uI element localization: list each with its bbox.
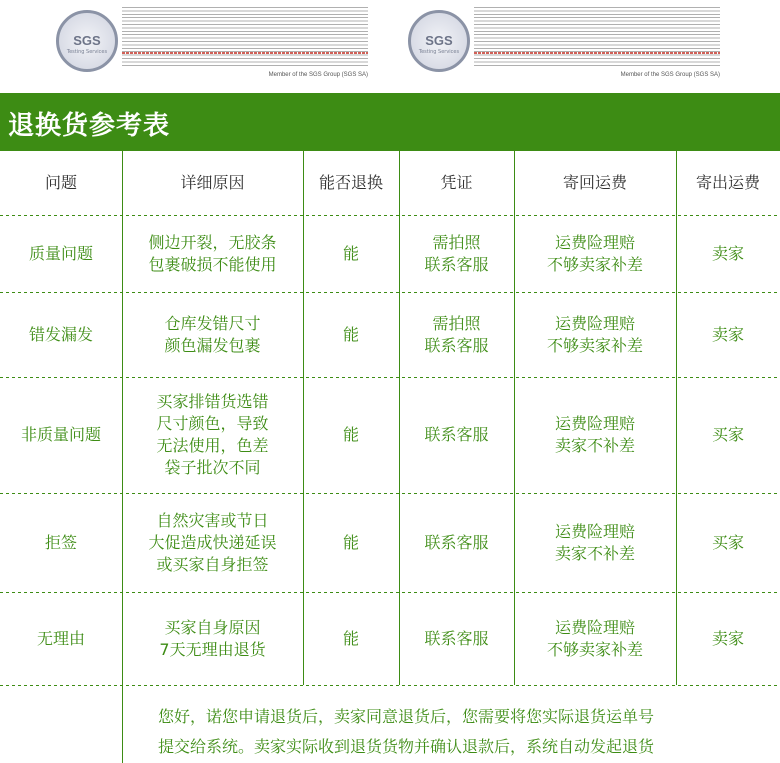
sgs-seal-subtext: Testing Services [418,49,460,55]
grid-vline [122,686,123,763]
grid-vline [122,151,123,685]
return-shipping-cell: 运费险理赔 不够卖家补差 [546,617,643,659]
return-shipping-cell: 运费险理赔 不够卖家补差 [546,232,643,274]
header-returnable: 能否退换 [318,173,383,192]
reason-cell: 自然灾害或节日 大促造成快递延误 或买家自身拒签 [148,510,277,574]
page-title: 退换货参考表 [8,111,171,141]
grid-vline [399,151,400,685]
returnable-cell: 能 [342,532,359,552]
returnable-cell: 能 [342,324,359,344]
table-row [0,292,780,377]
header-reason: 详细原因 [180,173,245,192]
table-row [0,215,780,292]
sgs-certificate-left [50,6,368,84]
grid-vline [303,151,304,685]
returnable-cell: 能 [342,243,359,263]
title-bar [0,93,780,151]
grid-hline [0,592,780,593]
grid-vline [676,151,677,685]
proof-cell: 联系客服 [424,425,489,444]
proof-cell: 需拍照 联系客服 [424,232,489,274]
sgs-seal-text: SGS [425,33,453,48]
return-shipping-cell: 运费险理赔 卖家不补差 [554,521,635,563]
table-row [0,377,780,493]
proof-cell: 需拍照 联系客服 [424,313,489,355]
reason-cell: 侧边开裂，无胶条 包裹破损不能使用 [148,232,277,274]
note-line-2: 提交给系统。卖家实际收到退货货物并确认退款后，系统自动发起退货 [158,737,655,756]
sgs-seal-icon [408,10,470,72]
send-shipping-cell: 卖家 [711,628,744,648]
sgs-seal-icon [56,10,118,72]
issue-cell: 质量问题 [28,243,93,263]
proof-cell: 联系客服 [424,628,489,648]
reason-cell: 买家自身原因 7天无理由退货 [159,617,266,659]
certificate-fine-print [122,6,368,68]
table-row [0,592,780,685]
proof-cell: 联系客服 [424,532,489,552]
note-line-1: 您好，诺您申请退货后，卖家同意退货后，您需要将您实际退货运单号 [158,707,655,726]
grid-vline [514,151,515,685]
grid-hline [0,215,780,216]
send-shipping-cell: 买家 [711,425,744,444]
table-header-row [0,151,780,215]
table-row [0,493,780,592]
header-send-shipping: 寄出运费 [695,173,760,192]
refund-note [122,686,780,763]
header-proof: 凭证 [440,173,473,192]
sgs-seal-subtext: Testing Services [66,49,108,55]
sgs-certificate-right [402,6,720,84]
returnable-cell: 能 [342,425,359,444]
return-shipping-cell: 运费险理赔 不够卖家补差 [546,313,643,355]
send-shipping-cell: 买家 [711,532,744,552]
sgs-seal-text: SGS [73,33,101,48]
member-text: Member of the SGS Group (SGS SA) [268,72,368,78]
grid-hline [0,493,780,494]
header-return-shipping: 寄回运费 [562,173,627,192]
reason-cell: 仓库发错尺寸 颜色漏发包裹 [164,313,261,355]
reason-cell: 买家排错货选错 尺寸颜色，导致 无法使用，色差 袋子批次不同 [156,392,269,477]
member-text: Member of the SGS Group (SGS SA) [620,72,720,78]
header-issue: 问题 [44,173,77,192]
issue-cell: 非质量问题 [20,425,101,444]
grid-hline [0,377,780,378]
send-shipping-cell: 卖家 [711,243,744,263]
return-shipping-cell: 运费险理赔 卖家不补差 [554,414,635,455]
returnable-cell: 能 [342,628,359,648]
grid-hline [0,292,780,293]
certificate-fine-print [474,6,720,68]
issue-cell: 拒签 [44,532,77,552]
certificate-strip [0,0,780,93]
issue-cell: 错发漏发 [28,324,93,344]
issue-cell: 无理由 [36,628,85,648]
send-shipping-cell: 卖家 [711,324,744,344]
